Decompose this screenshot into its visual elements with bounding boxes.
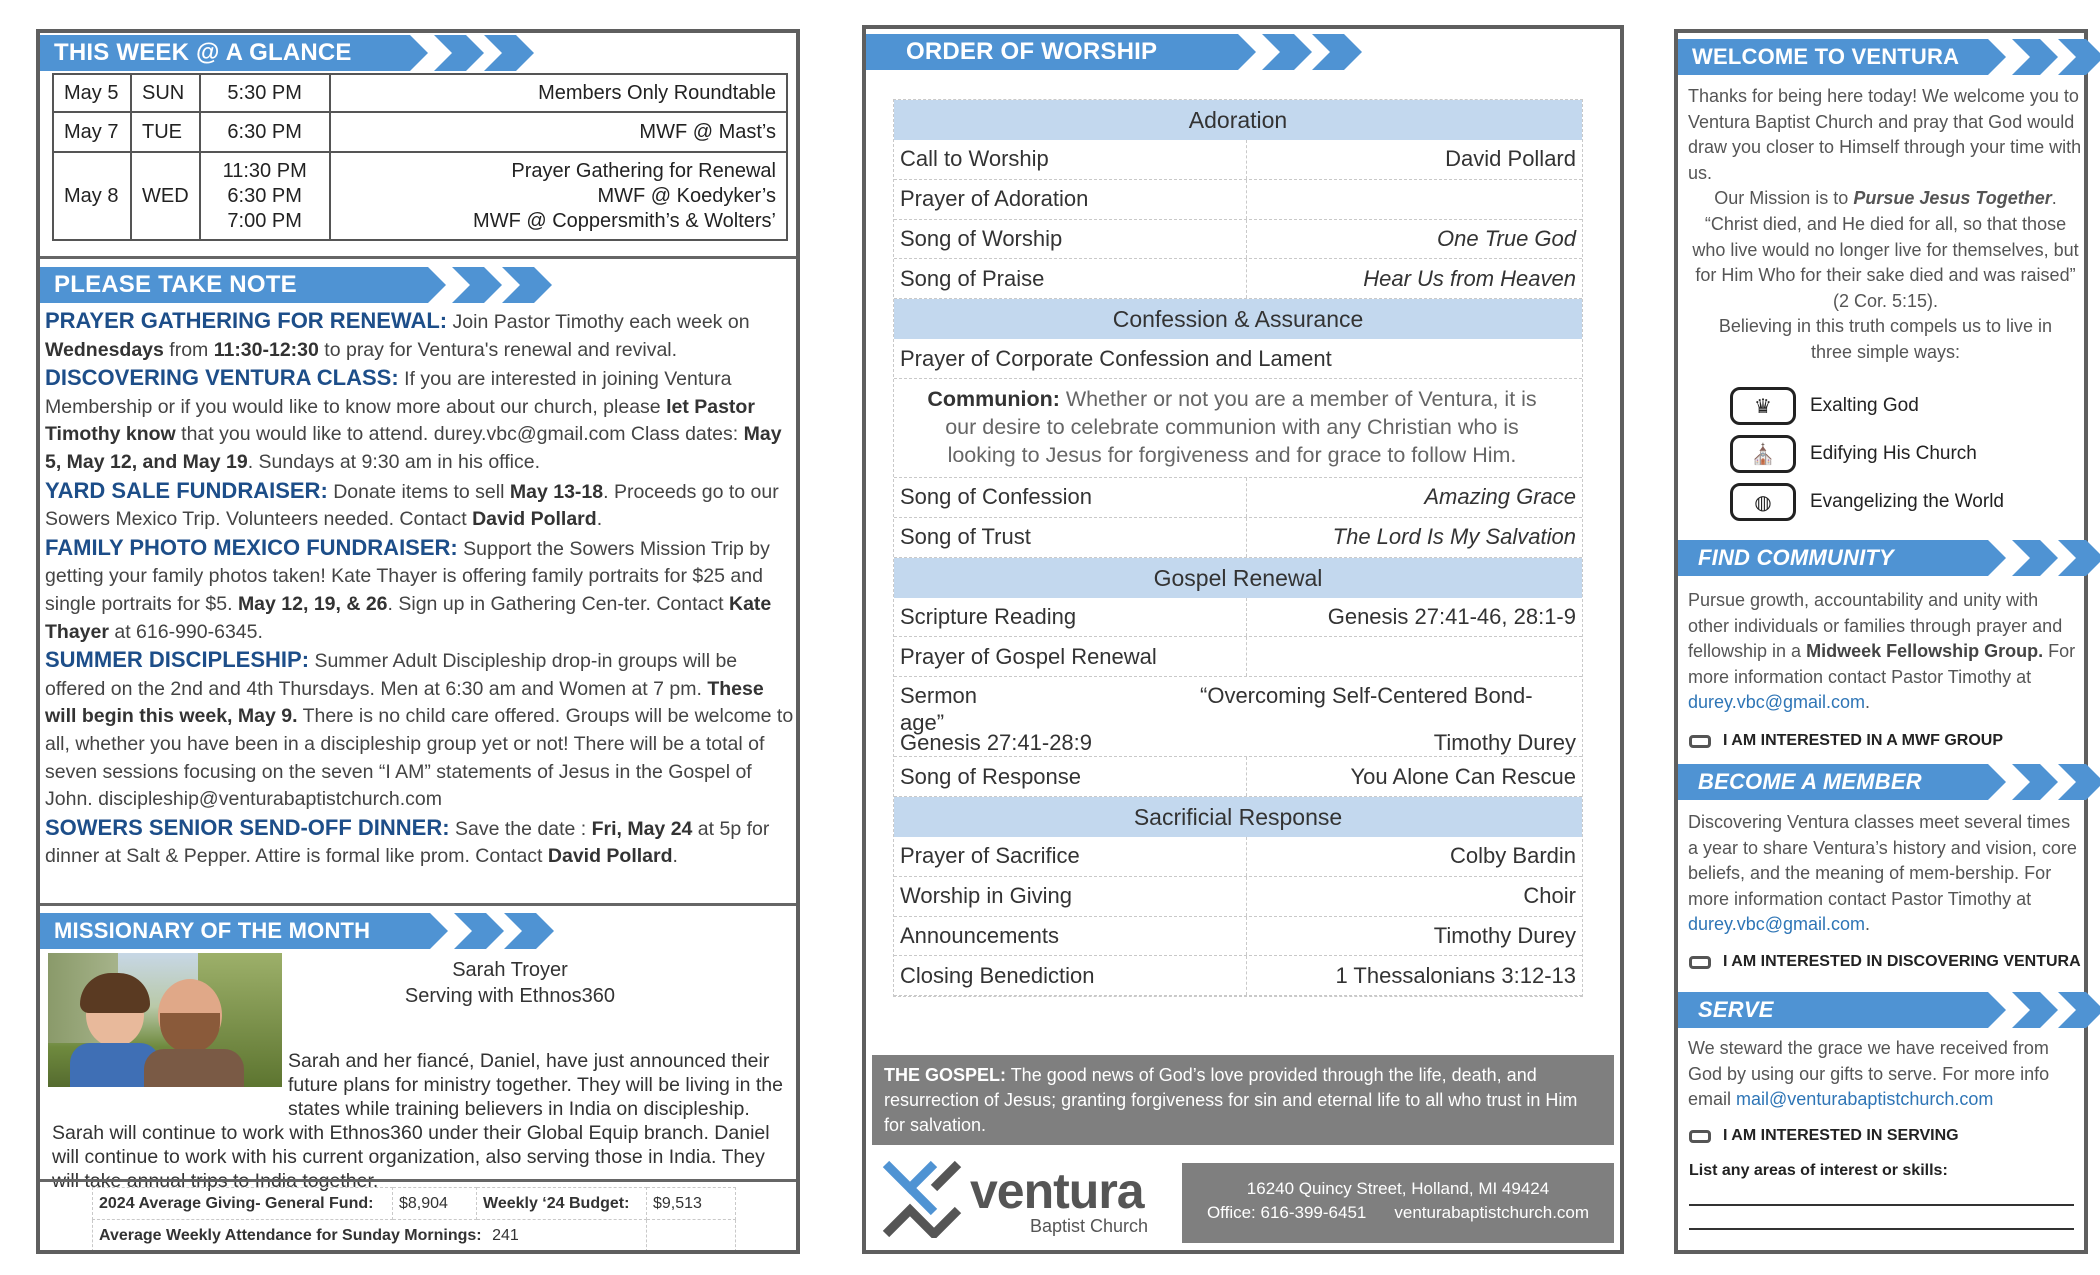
event-time: 7:00 PM: [227, 209, 302, 232]
contact-address: 16240 Quincy Street, Holland, MI 49424: [1246, 1179, 1550, 1198]
logo-name: ventura: [970, 1163, 1144, 1219]
worship-banner: [866, 34, 1362, 70]
event-date: May 7: [53, 112, 131, 152]
community-email[interactable]: durey.vbc@gmail.com: [1688, 692, 1865, 713]
divider: [40, 1179, 800, 1182]
event-name: MWF @ Koedyker’s: [597, 184, 776, 207]
budget-label: Weekly ‘24 Budget:: [477, 1188, 647, 1220]
event-name: Prayer Gathering for Renewal: [511, 159, 776, 182]
attendance-value: 241: [492, 1226, 519, 1244]
welcome-title: WELCOME TO VENTURA: [1678, 39, 1988, 75]
worship-row: Call to Worship David Pollard: [894, 140, 1582, 180]
event-name: MWF @ Coppersmith’s & Wolters’: [473, 209, 776, 232]
community-text: Pursue growth, accountability and unity with other individuals or families through prayer and fellowship in a Midweek Fellowship Group. For more information contact Pastor Timothy at durey.vbc@gmail.com.: [1688, 590, 2076, 713]
worship-row: Prayer of Gospel Renewal: [894, 637, 1582, 677]
member-email[interactable]: durey.vbc@gmail.com: [1688, 914, 1865, 935]
worship-row: Song of Worship One True God: [894, 220, 1582, 260]
section-heading: Sacrificial Response: [894, 797, 1582, 837]
way-item: ⛪ Edifying His Church: [1730, 430, 2050, 478]
note-discipleship: SUMMER DISCIPLESHIP: Summer Adult Discipleship drop-in groups will be offered on the 2nd and 4th Thursdays. Men at 6:30 am and Women at 7 pm. These will begin this week, May 9. There is no child care offered. Groups will be welcome to all, whether you have been in a discipleship group yet or not! There will be a total of seven sessions focusing on the seven “I AM” statements of Jesus in the Gospel of John. discipleship@venturabaptistchurch.com: [45, 647, 794, 811]
welcome-intro: Thanks for being here today! We welcome you to Ventura Baptist Church and pray that God would draw you closer to Himself through your time with us.: [1688, 86, 2082, 183]
table-row: [53, 152, 787, 240]
section-heading: Adoration: [894, 100, 1582, 140]
divider: [40, 256, 800, 259]
worship-row: Song of Trust The Lord Is My Salvation: [894, 518, 1582, 558]
checkbox-icon[interactable]: [1689, 735, 1711, 748]
community-banner: [1678, 540, 2100, 576]
ways-list: [1730, 382, 2050, 526]
logo-sub: Baptist Church: [1030, 1216, 1149, 1236]
globe-icon: ◍: [1730, 483, 1796, 521]
sermon-block: Sermon “Overcoming Self-Centered Bond-age” Genesis 27:41-28:9 Timothy Durey: [894, 677, 1582, 757]
section-heading: Confession & Assurance: [894, 299, 1582, 339]
skills-label: List any areas of interest or skills:: [1689, 1162, 1948, 1179]
community-title: FIND COMMUNITY: [1678, 540, 1988, 576]
way-item: ♛ Exalting God: [1730, 382, 2050, 430]
divider: [40, 903, 800, 906]
giving-label: 2024 Average Giving- General Fund:: [93, 1188, 393, 1220]
event-time: 6:30 PM: [227, 184, 302, 207]
table-row: [53, 74, 787, 112]
worship-row: Worship in Giving Choir: [894, 877, 1582, 917]
worship-row: Song of Praise Hear Us from Heaven: [894, 259, 1582, 299]
event-time: 6:30 PM: [200, 112, 330, 152]
member-banner: [1678, 764, 2100, 800]
attendance-label: Average Weekly Attendance for Sunday Mornings:: [99, 1226, 482, 1244]
worship-row: Song of Confession Amazing Grace: [894, 478, 1582, 518]
note-yard-sale: YARD SALE FUNDRAISER: Donate items to sell May 13-18. Proceeds go to our Sowers Mexico Trip. Volunteers needed. Contact David Pollard.: [45, 477, 779, 531]
contact-website[interactable]: venturabaptistchurch.com: [1394, 1203, 1590, 1222]
missionary-body: Sarah and her fiancé, Daniel, have just announced their future plans for ministry together. They will be living in the states while training believers in India on discipleship. Sarah will continue to work with Ethnos360 under their Global Equip branch. Daniel will continue to work with his current organization, also serving those in India. They: [52, 1050, 783, 1168]
missionary-title: MISSIONARY OF THE MONTH: [40, 913, 430, 949]
table-row: [93, 1188, 736, 1220]
church-logo: [880, 1160, 1160, 1240]
contact-office: Office: 616-399-6451: [1206, 1203, 1367, 1222]
event-date: May 5: [53, 74, 131, 112]
skills-line-1[interactable]: [1689, 1204, 2074, 1206]
giving-value: $8,904: [393, 1188, 477, 1220]
notes-body: [45, 307, 797, 871]
event-name: Members Only Roundtable: [330, 74, 787, 112]
mwf-checkbox[interactable]: I AM INTERESTED IN A MWF GROUP: [1689, 732, 2003, 750]
welcome-mission: Our Mission is to Pursue Jesus Together.: [1714, 188, 2057, 208]
worship-title: ORDER OF WORSHIP: [866, 34, 1238, 70]
worship-row: Announcements Timothy Durey: [894, 917, 1582, 957]
worship-row: Scripture Reading Genesis 27:41-46, 28:1-9: [894, 598, 1582, 638]
serve-email[interactable]: mail@venturabaptistchurch.com: [1736, 1089, 1994, 1110]
notes-banner: [40, 267, 552, 303]
worship-row: Prayer of Corporate Confession and Lament: [894, 339, 1582, 379]
note-prayer: PRAYER GATHERING FOR RENEWAL: Join Pastor Timothy each week on Wednesdays from 11:30-12:30 to pray for Ventura's renewal and revival.: [45, 308, 750, 361]
checkbox-icon[interactable]: [1689, 1130, 1711, 1143]
missionary-name: Sarah Troyer: [452, 959, 568, 981]
member-text: Discovering Ventura classes meet several times a year to share Ventura’s history and vision, core beliefs, and the meaning of mem-bership. For more information contact Pastor Timothy at durey.vbc@gmail.com.: [1688, 812, 2077, 935]
missionary-banner: [40, 913, 554, 949]
event-name: MWF @ Mast’s: [330, 112, 787, 152]
glance-banner: [40, 35, 534, 71]
welcome-believe: Believing in this truth compels us to live in three simple ways:: [1718, 316, 2053, 362]
communion-block: Communion: Whether or not you are a member of Ventura, it is our desire to celebrate communion with any Christian who is looking to Jesus for forgiveness and for grace to follow Him.: [894, 379, 1582, 478]
serving-checkbox[interactable]: I AM INTERESTED IN SERVING: [1689, 1127, 1959, 1145]
missionary-org: Serving with Ethnos360: [404, 985, 616, 1007]
worship-row: Prayer of Sacrifice Colby Bardin: [894, 837, 1582, 877]
notes-title: PLEASE TAKE NOTE: [40, 267, 428, 303]
checkbox-icon[interactable]: [1689, 956, 1711, 969]
section-heading: Gospel Renewal: [894, 558, 1582, 598]
gospel-box: THE GOSPEL: The good news of God’s love provided through the life, death, and resurrection of Jesus; granting forgiveness for sin and eternal life to all who trust in Him for salvation.: [872, 1055, 1614, 1145]
contact-box: [1182, 1163, 1614, 1243]
serve-text: We steward the grace we have received from God by using our gifts to serve. For more info email mail@venturabaptistchurch.com: [1688, 1038, 2050, 1110]
table-row: [53, 112, 787, 152]
discovering-checkbox[interactable]: I AM INTERESTED IN DISCOVERING VENTURA: [1689, 953, 2081, 971]
glance-table: [52, 73, 788, 241]
skills-line-2[interactable]: [1689, 1228, 2074, 1230]
event-time: 5:30 PM: [200, 74, 330, 112]
church-icon: ⛪: [1730, 435, 1796, 473]
welcome-verse: “Christ died, and He died for all, so that those who live would no longer live for themselves, but for Him Who for their sake died and was raised” (2 Cor. 5:15).: [1692, 214, 2079, 311]
ventura-logo-icon: [880, 1160, 970, 1238]
member-title: BECOME A MEMBER: [1678, 764, 1988, 800]
budget-value: $9,513: [647, 1188, 736, 1220]
welcome-banner: [1678, 39, 2100, 75]
event-day: WED: [131, 152, 200, 240]
glance-title: THIS WEEK @ A GLANCE: [40, 35, 410, 71]
note-family-photo: FAMILY PHOTO MEXICO FUNDRAISER: Support the Sowers Mission Trip by getting your family photos taken! Kate Thayer is offering family portraits for $25 and single portraits for $5. May 12, 19, & 26. Sign up in Gathering Cen-ter. Contact Kate Thayer at 616-990-6345.: [45, 534, 772, 643]
worship-row: Prayer of Adoration: [894, 180, 1582, 220]
serve-title: SERVE: [1678, 992, 1988, 1028]
crown-icon: ♛: [1730, 387, 1796, 425]
left-panel: [36, 29, 800, 1254]
event-time: 11:30 PM: [222, 159, 307, 182]
event-date: May 8: [53, 152, 131, 240]
table-row: [93, 1220, 736, 1252]
note-discovering: DISCOVERING VENTURA CLASS: If you are interested in joining Ventura Membership or if you would like to know more about our church, please let Pastor Timothy know that you would like to attend. durey.vbc@gmail.com Class dates: May 5, May 12, and May 19. Sundays at 9:30 am in his office.: [45, 365, 782, 473]
event-day: SUN: [131, 74, 200, 112]
worship-row: Song of Response You Alone Can Rescue: [894, 757, 1582, 797]
stats-table: [92, 1187, 736, 1252]
serve-banner: [1678, 992, 2100, 1028]
note-senior-dinner: SOWERS SENIOR SEND-OFF DINNER: Save the date : Fri, May 24 at 5p for dinner at Salt & Pepper. Attire is formal like prom. Contact David Pollard.: [45, 814, 770, 868]
event-day: TUE: [131, 112, 200, 152]
worship-row: Closing Benediction 1 Thessalonians 3:12-13: [894, 956, 1582, 996]
way-item: ◍ Evangelizing the World: [1730, 478, 2050, 526]
worship-table: [893, 99, 1583, 997]
